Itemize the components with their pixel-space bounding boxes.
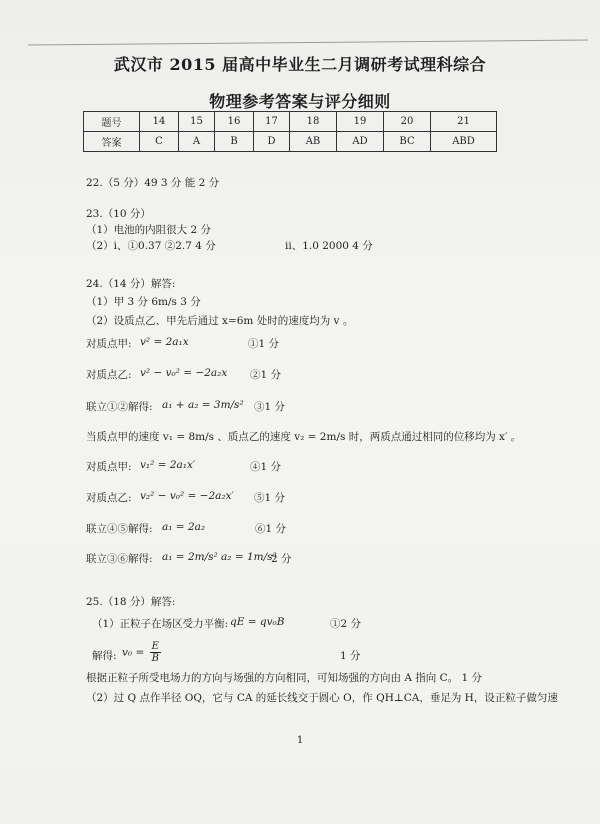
q24-score: ②1 分 — [250, 369, 282, 381]
row-label-answer: 答案 — [84, 132, 140, 152]
q24-step-label: 对质点甲: — [86, 338, 132, 350]
answer-cell: A — [179, 132, 215, 152]
q24-condition: 当质点甲的速度 v₁ = 8m/s 、质点乙的速度 v₂ = 2m/s 时，两质点通过相同的位移均为 x′ 。 — [86, 431, 522, 443]
page-fold-line — [28, 40, 588, 46]
answer-cell: C — [140, 132, 179, 152]
q24-equation: v₁² = 2a₁x′ — [140, 459, 196, 471]
q24-score: ⑤1 分 — [254, 492, 286, 504]
answer-cell: B — [215, 132, 254, 152]
q24-equation: v² − v₀² = −2a₂x — [140, 367, 228, 379]
q25-score: 1 分 — [340, 650, 361, 662]
fraction-numerator: E — [151, 641, 159, 652]
q24-equation: a₁ + a₂ = 3m/s² — [162, 399, 244, 411]
question-number: 18 — [290, 112, 337, 132]
q25-step-label: 解得: — [92, 650, 117, 662]
q24-step-label: 联立③⑥解得: — [86, 553, 153, 565]
q24-equation: a₁ = 2a₂ — [162, 521, 206, 533]
answer-table — [83, 111, 497, 152]
answer-row — [84, 132, 497, 152]
question-number: 14 — [140, 112, 179, 132]
question-number: 20 — [384, 112, 431, 132]
q24-step-label: 对质点乙: — [86, 492, 132, 504]
q25-fraction-equation — [122, 641, 161, 664]
fraction-denominator: B — [151, 653, 159, 664]
answer-cell: ABD — [431, 132, 497, 152]
q24-step-label: 对质点乙: — [86, 369, 132, 381]
q24-step-label: 联立①②解得: — [86, 401, 153, 413]
answer-cell: AD — [337, 132, 384, 152]
q23-part2-sub2: ⅱ、1.0 2000 4 分 — [285, 240, 373, 252]
q24-score: ④1 分 — [250, 461, 282, 473]
question-number-row — [84, 112, 497, 132]
answer-cell: AB — [290, 132, 337, 152]
q23-part1: （1）电池的内阻很大 2 分 — [86, 224, 212, 236]
q24-step-label: 对质点甲: — [86, 461, 132, 473]
q25-heading: 25.（18 分）解答: — [86, 596, 176, 608]
q25-part2: （2）过 Q 点作半径 OQ，它与 CA 的延长线交于圆心 O，作 QH⊥CA，垂足为 H，设正粒子做匀速 — [86, 692, 558, 704]
q25-equation: qE = qv₀B — [230, 616, 285, 628]
q24-equation: v₂² − v₀² = −2a₂x′ — [140, 490, 234, 502]
question-number: 19 — [337, 112, 384, 132]
q24-part1: （1）甲 3 分 6m/s 3 分 — [86, 296, 201, 308]
question-number: 16 — [215, 112, 254, 132]
q25-step-label: （1）正粒子在场区受力平衡: — [92, 618, 229, 630]
question-number: 17 — [254, 112, 290, 132]
q25-field-direction: 根据正粒子所受电场力的方向与场强的方向相同，可知场强的方向由 A 指向 C。 1 分 — [86, 672, 482, 684]
q23-heading: 23.（10 分） — [86, 208, 151, 220]
q24-heading: 24.（14 分）解答: — [86, 278, 176, 290]
answer-cell: BC — [384, 132, 431, 152]
answer-cell: D — [254, 132, 290, 152]
document-title: 武汉市 2015 届高中毕业生二月调研考试理科综合 — [113, 55, 487, 74]
q24-equation: a₁ = 2m/s² a₂ = 1m/s² — [162, 551, 277, 563]
q24-score: ③1 分 — [254, 401, 286, 413]
question-number: 15 — [179, 112, 215, 132]
question-number: 21 — [431, 112, 497, 132]
q23-part2: （2）ⅰ、①0.37 ②2.7 4 分 — [86, 240, 216, 252]
q25-score: ①2 分 — [330, 618, 362, 630]
q24-score: ⑥1 分 — [255, 523, 287, 535]
q22-answer: 22.（5 分）49 3 分 能 2 分 — [86, 177, 220, 189]
fraction — [150, 641, 161, 664]
q24-score: ①1 分 — [248, 338, 280, 350]
q24-part2-setup: （2）设质点乙、甲先后通过 x=6m 处时的速度均为 v 。 — [86, 315, 354, 327]
page-number: 1 — [296, 735, 304, 746]
document-subtitle: 物理参考答案与评分细则 — [209, 92, 391, 111]
row-label-question: 题号 — [84, 112, 140, 132]
q25-fraction-lhs: v₀ = — [122, 646, 145, 659]
q24-score: 2 分 — [271, 553, 292, 565]
q24-step-label: 联立④⑤解得: — [86, 523, 153, 535]
q24-equation: v² = 2a₁x — [140, 336, 189, 348]
